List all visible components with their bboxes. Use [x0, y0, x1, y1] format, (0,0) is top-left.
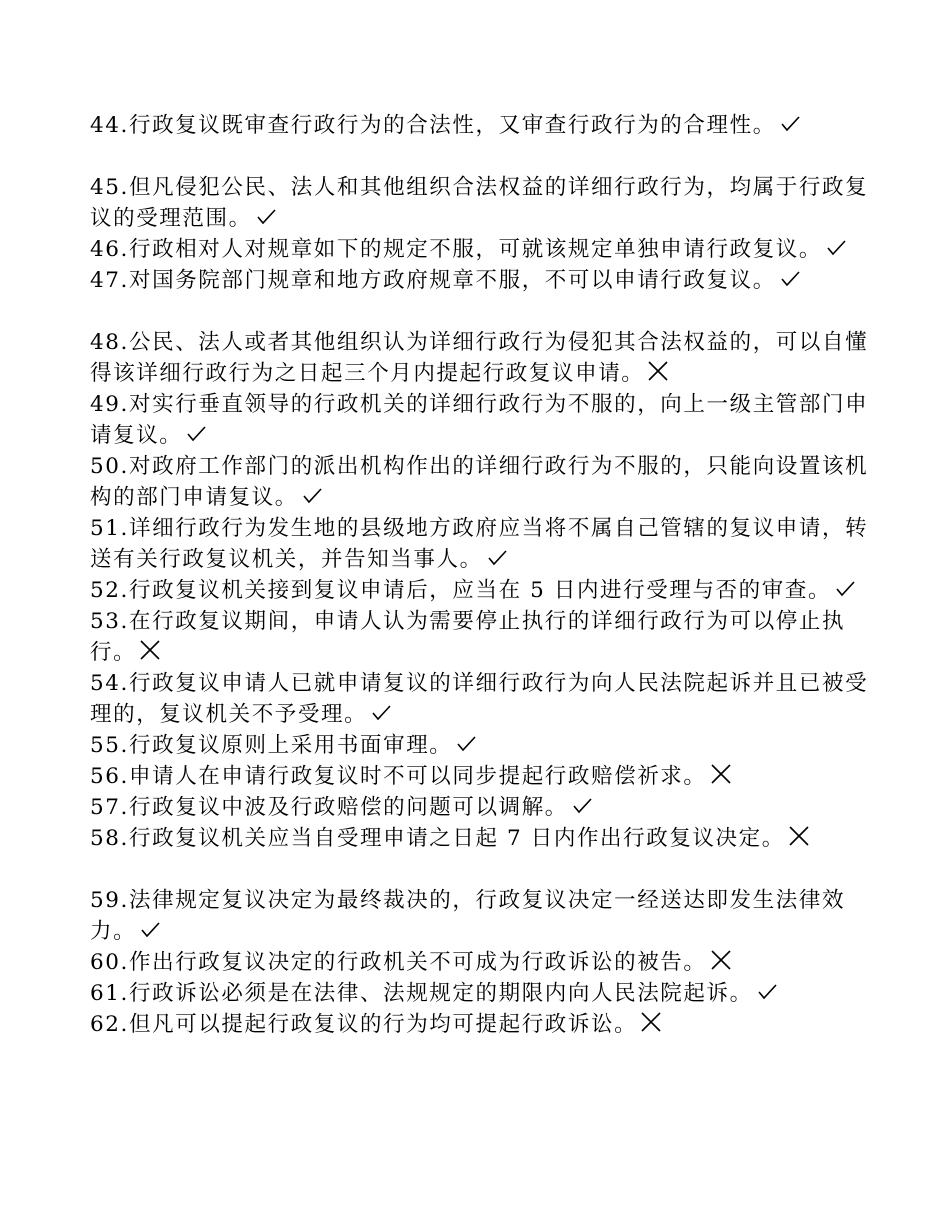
cross-mark-icon	[709, 762, 733, 786]
item-text: 申请人在申请行政复议时不可以同步提起行政赔偿祈求。	[129, 764, 707, 789]
item-number: 52.	[90, 578, 129, 603]
item-number: 60.	[90, 950, 129, 975]
list-item-57	[90, 792, 890, 823]
list-item-54	[90, 668, 890, 730]
list-item-59	[90, 885, 890, 947]
check-mark-icon	[369, 700, 393, 724]
item-text: 法律规定复议决定为最终裁决的，行政复议决定一经送达即发生法律效力。	[90, 888, 846, 944]
item-text: 行政复议申请人已就申请复议的详细行政行为向人民法院起诉并且已被受理的，复议机关不予受理。	[90, 671, 869, 727]
list-item-51	[90, 513, 890, 575]
check-mark-icon	[778, 266, 802, 290]
item-text: 行政诉讼必须是在法律、法规规定的期限内向人民法院起诉。	[129, 981, 753, 1006]
item-number: 47.	[90, 268, 129, 293]
check-mark-icon	[485, 545, 509, 569]
item-text: 对国务院部门规章和地方政府规章不服，不可以申请行政复议。	[129, 268, 776, 293]
check-mark-icon	[184, 421, 208, 445]
item-text: 对实行垂直领导的行政机关的详细行政行为不服的，向上一级主管部门申请复议。	[90, 392, 869, 448]
item-text: 公民、法人或者其他组织认为详细行政行为侵犯其合法权益的，可以自懂得该详细行政行为之日起三个月内提起行政复议申请。	[90, 330, 869, 386]
list-item-62	[90, 1009, 890, 1040]
item-number: 57.	[90, 795, 129, 820]
item-number: 50.	[90, 454, 129, 479]
item-number: 45.	[90, 175, 129, 200]
cross-mark-icon	[787, 824, 811, 848]
item-text: 行政复议机关接到复议申请后，应当在 5 日内进行受理与否的审查。	[129, 578, 832, 603]
list-item-56	[90, 761, 890, 792]
item-text: 行政复议中波及行政赔偿的问题可以调解。	[129, 795, 568, 820]
item-number: 55.	[90, 733, 129, 758]
item-text: 对政府工作部门的派出机构作出的详细行政行为不服的，只能向设置该机构的部门申请复议。	[90, 454, 869, 510]
list-item-49	[90, 389, 890, 451]
list-item-60	[90, 947, 890, 978]
check-mark-icon	[254, 204, 278, 228]
check-mark-icon	[570, 793, 594, 817]
check-mark-icon	[454, 731, 478, 755]
cross-mark-icon	[639, 1010, 663, 1034]
cross-mark-icon	[646, 359, 670, 383]
list-item-53	[90, 606, 890, 668]
check-mark-icon	[755, 979, 779, 1003]
item-number: 51.	[90, 516, 129, 541]
list-item-48	[90, 327, 890, 389]
list-item-46	[90, 234, 890, 265]
item-text: 行政复议既审查行政行为的合法性，又审查行政行为的合理性。	[129, 113, 776, 138]
item-number: 44.	[90, 113, 129, 138]
item-text: 但凡侵犯公民、法人和其他组织合法权益的详细行政行为，均属于行政复议的受理范围。	[90, 175, 869, 231]
cross-mark-icon	[138, 638, 162, 662]
list-item-50	[90, 451, 890, 513]
item-text: 行政相对人对规章如下的规定不服，可就该规定单独申请行政复议。	[129, 237, 823, 262]
check-mark-icon	[824, 235, 848, 259]
item-number: 62.	[90, 1012, 129, 1037]
list-item-47	[90, 265, 890, 296]
item-number: 53.	[90, 609, 129, 634]
item-number: 61.	[90, 981, 129, 1006]
list-item-45	[90, 172, 890, 234]
item-text: 但凡可以提起行政复议的行为均可提起行政诉讼。	[129, 1012, 638, 1037]
list-item-52	[90, 575, 890, 606]
list-item-44	[90, 110, 890, 141]
item-number: 58.	[90, 826, 129, 851]
list-item-55	[90, 730, 890, 761]
item-text: 详细行政行为发生地的县级地方政府应当将不属自己管辖的复议申请，转送有关行政复议机关，并告知当事人。	[90, 516, 869, 572]
cross-mark-icon	[709, 948, 733, 972]
item-number: 59.	[90, 888, 129, 913]
check-mark-icon	[833, 576, 857, 600]
check-mark-icon	[300, 483, 324, 507]
document-page	[90, 110, 890, 1040]
item-number: 48.	[90, 330, 129, 355]
list-item-61	[90, 978, 890, 1009]
item-number: 56.	[90, 764, 129, 789]
item-number: 49.	[90, 392, 129, 417]
check-mark-icon	[778, 111, 802, 135]
list-item-58	[90, 823, 890, 854]
item-number: 46.	[90, 237, 129, 262]
item-number: 54.	[90, 671, 129, 696]
check-mark-icon	[138, 917, 162, 941]
item-text: 在行政复议期间，申请人认为需要停止执行的详细行政行为可以停止执行。	[90, 609, 846, 665]
item-text: 作出行政复议决定的行政机关不可成为行政诉讼的被告。	[129, 950, 707, 975]
item-text: 行政复议原则上采用书面审理。	[129, 733, 453, 758]
item-text: 行政复议机关应当自受理申请之日起 7 日内作出行政复议决定。	[129, 826, 785, 851]
